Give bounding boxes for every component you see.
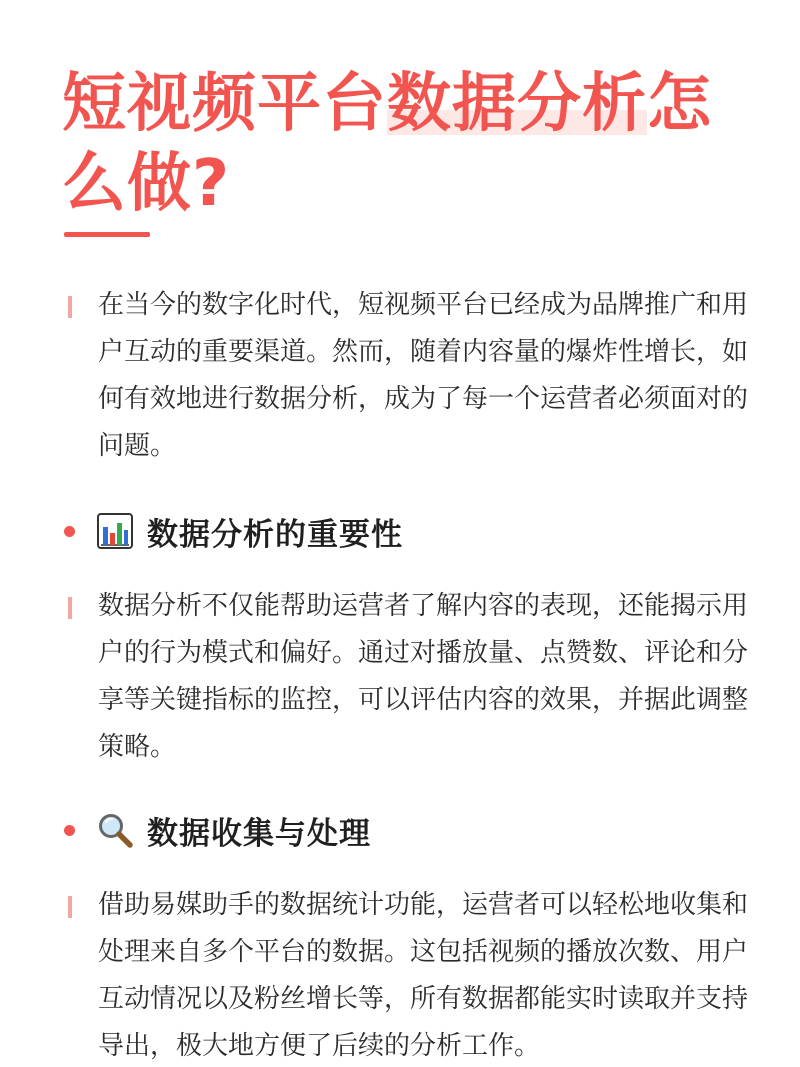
section-heading-collection (64, 808, 371, 852)
section-heading-importance (64, 509, 403, 553)
title-part-3: 怎么做? (62, 67, 712, 221)
section-heading-text: 数据分析的重要性 (147, 516, 403, 553)
title-part-1: 短视频平台 (62, 67, 387, 141)
bullet-dot (64, 825, 75, 836)
page-title (62, 64, 742, 224)
magnifier-icon (97, 812, 133, 848)
intro-paragraph: 在当今的数字化时代，短视频平台已经成为品牌推广和用户互动的重要渠道。然而，随着内容量的爆炸性增长，如何有效地进行数据分析，成为了每一个运营者必须面对的问题。 (68, 282, 758, 470)
title-highlight: 数据分析 (387, 67, 647, 141)
bar-chart-icon (97, 513, 133, 549)
collection-paragraph: 借助易媒助手的数据统计功能，运营者可以轻松地收集和处理来自多个平台的数据。这包括视频的播放次数、用户互动情况以及粉丝增长等，所有数据都能实时读取并支持导出，极大地方便了后续的分析工作。 (68, 882, 758, 1067)
importance-paragraph: 数据分析不仅能帮助运营者了解内容的表现，还能揭示用户的行为模式和偏好。通过对播放量、点赞数、评论和分享等关键指标的监控，可以评估内容的效果，并据此调整策略。 (68, 583, 758, 771)
bullet-dot (64, 526, 75, 537)
section-heading-text: 数据收集与处理 (147, 815, 371, 852)
title-underline (64, 232, 150, 237)
